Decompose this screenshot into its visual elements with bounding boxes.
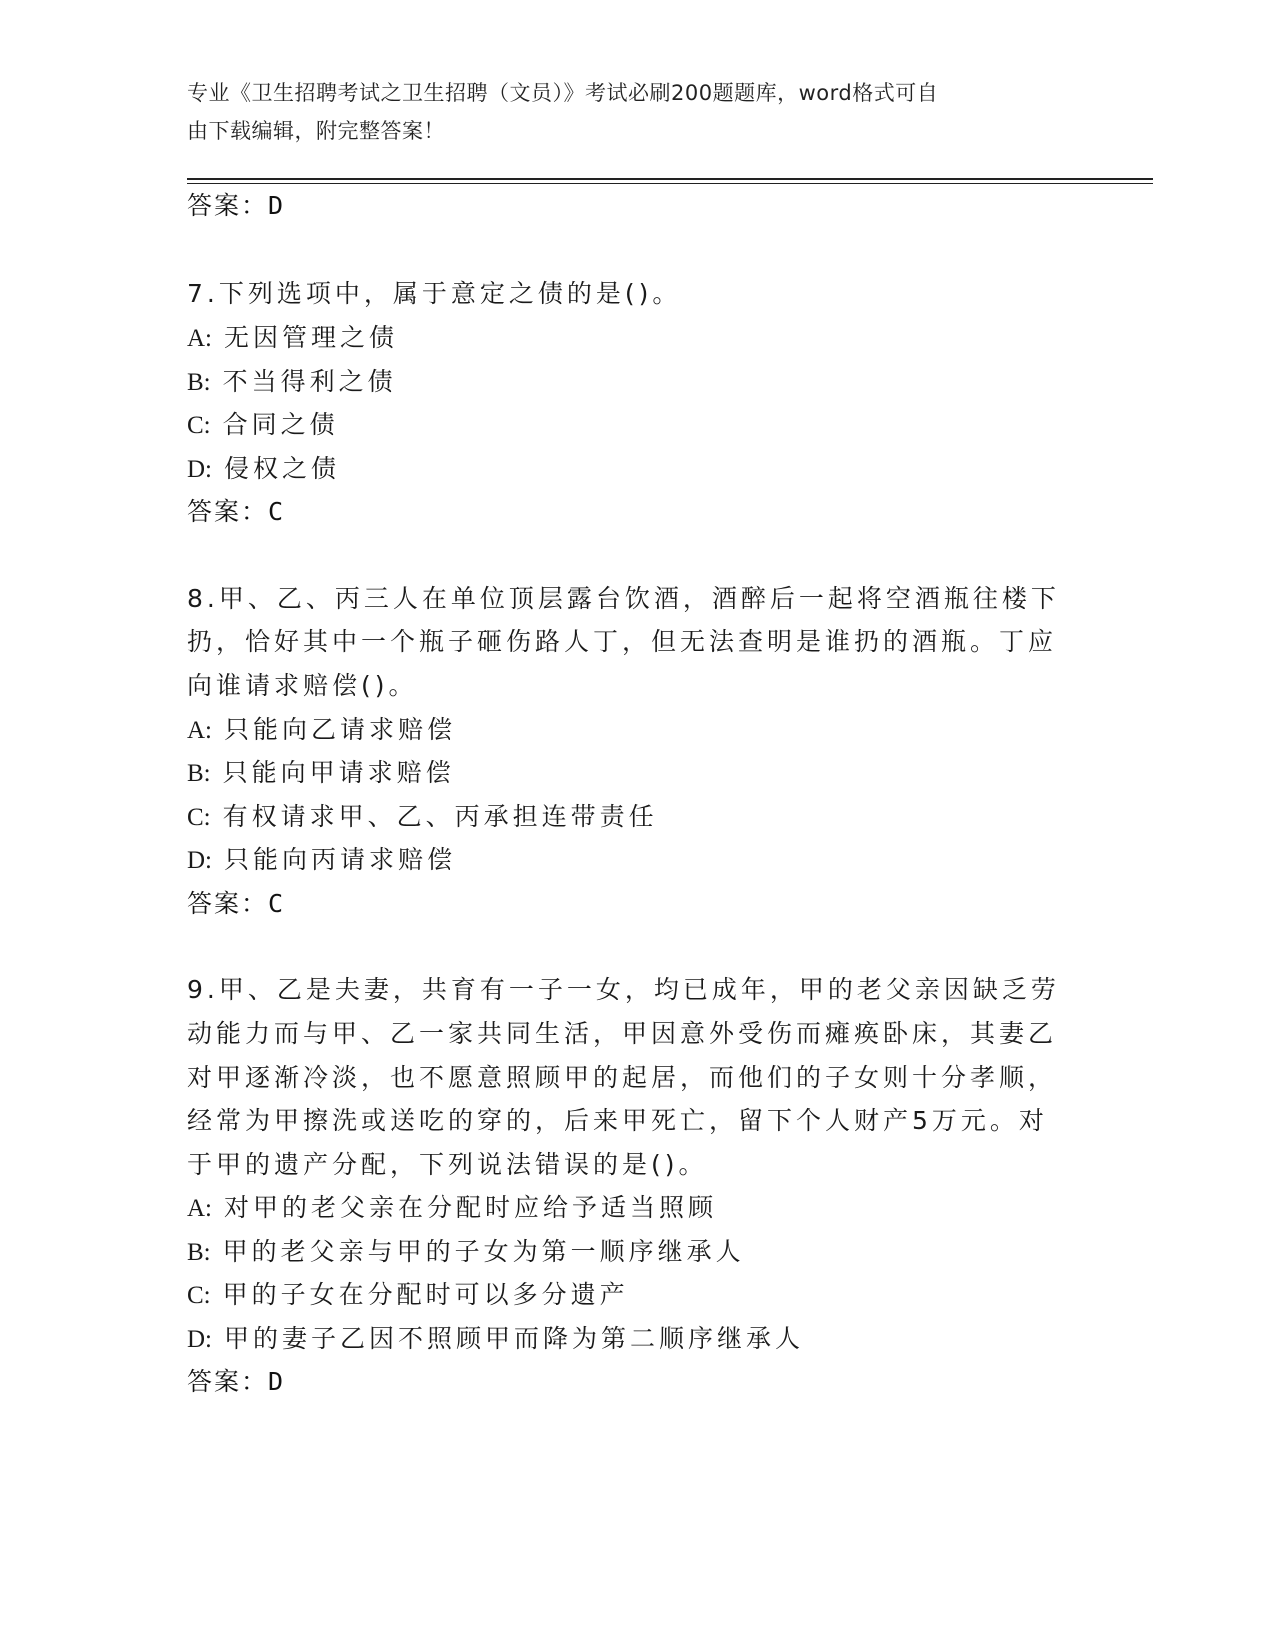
option-letter: A: [187, 1195, 212, 1222]
question-8-text-line-1: 8.甲、乙、丙三人在单位顶层露台饮酒，酒醉后一起将空酒瓶往楼下 [187, 584, 1060, 613]
option-text: 不当得利之债 [222, 367, 397, 396]
document-header [187, 74, 1067, 150]
option-text: 合同之债 [222, 410, 339, 439]
answer-value: C [268, 889, 284, 918]
option-letter: D: [187, 456, 212, 483]
answer-line [187, 186, 283, 222]
question-9-text-line-2: 动能力而与甲、乙一家共同生活，甲因意外受伤而瘫痪卧床，其妻乙 [187, 1019, 1058, 1048]
option-letter: B: [187, 369, 211, 396]
answer-value: D [268, 191, 284, 220]
question-7-option-a [187, 318, 398, 354]
question-8-text-line-2: 扔，恰好其中一个瓶子砸伤路人丁，但无法查明是谁扔的酒瓶。丁应 [187, 627, 1058, 656]
option-letter: A: [187, 717, 212, 744]
header-line-1: 专业《卫生招聘考试之卫生招聘（文员）》考试必刷200题题库，word格式可自 [187, 81, 939, 105]
answer-value: C [268, 497, 284, 526]
question-9-text-line-1: 9.甲、乙是夫妻，共育有一子一女，均已成年，甲的老父亲因缺乏劳 [187, 975, 1060, 1004]
option-text: 只能向乙请求赔偿 [223, 715, 456, 744]
option-letter: C: [187, 1282, 211, 1309]
question-8-option-d [187, 840, 456, 876]
answer-value: D [268, 1367, 284, 1396]
option-text: 只能向丙请求赔偿 [223, 845, 456, 874]
option-text: 无因管理之债 [223, 323, 398, 352]
question-9-text-line-4: 经常为甲擦洗或送吃的穿的，后来甲死亡，留下个人财产5万元。对 [187, 1106, 1048, 1135]
question-7-answer [187, 492, 283, 528]
option-letter: B: [187, 760, 211, 787]
question-9-text-line-5: 于甲的遗产分配，下列说法错误的是()。 [187, 1150, 708, 1179]
header-line-2: 由下载编辑，附完整答案！ [187, 119, 445, 143]
option-text: 有权请求甲、乙、丙承担连带责任 [222, 802, 658, 831]
option-text: 侵权之债 [223, 454, 340, 483]
answer-label: 答案： [187, 497, 269, 526]
question-9-answer [187, 1362, 283, 1398]
question-8-option-c [187, 797, 658, 833]
option-letter: C: [187, 804, 211, 831]
question-9-option-c [187, 1275, 629, 1311]
option-letter: D: [187, 847, 212, 874]
question-9-option-a [187, 1188, 717, 1224]
question-8-option-b [187, 753, 455, 789]
option-letter: B: [187, 1239, 211, 1266]
question-7-option-b [187, 362, 397, 398]
option-letter: A: [187, 325, 212, 352]
question-7-option-d [187, 449, 340, 485]
answer-label: 答案： [187, 191, 269, 220]
question-7-text-line-1: 7.下列选项中，属于意定之债的是()。 [187, 279, 682, 308]
answer-label: 答案： [187, 1367, 269, 1396]
option-letter: D: [187, 1326, 212, 1353]
option-letter: C: [187, 412, 211, 439]
option-text: 甲的老父亲与甲的子女为第一顺序继承人 [222, 1237, 745, 1266]
answer-label: 答案： [187, 889, 269, 918]
header-rule-thick [187, 178, 1153, 180]
question-9-option-d [187, 1319, 804, 1355]
question-8-answer [187, 884, 283, 920]
option-text: 甲的妻子乙因不照顾甲而降为第二顺序继承人 [223, 1324, 804, 1353]
question-9-option-b [187, 1232, 745, 1268]
question-9-text-line-3: 对甲逐渐冷淡，也不愿意照顾甲的起居，而他们的子女则十分孝顺， [187, 1063, 1058, 1092]
question-7-option-c [187, 405, 339, 441]
question-8-text-line-3: 向谁请求赔偿()。 [187, 671, 418, 700]
option-text: 对甲的老父亲在分配时应给予适当照顾 [223, 1193, 717, 1222]
option-text: 只能向甲请求赔偿 [222, 758, 455, 787]
option-text: 甲的子女在分配时可以多分遗产 [222, 1280, 629, 1309]
header-rule-thin [187, 183, 1153, 184]
question-8-option-a [187, 710, 456, 746]
